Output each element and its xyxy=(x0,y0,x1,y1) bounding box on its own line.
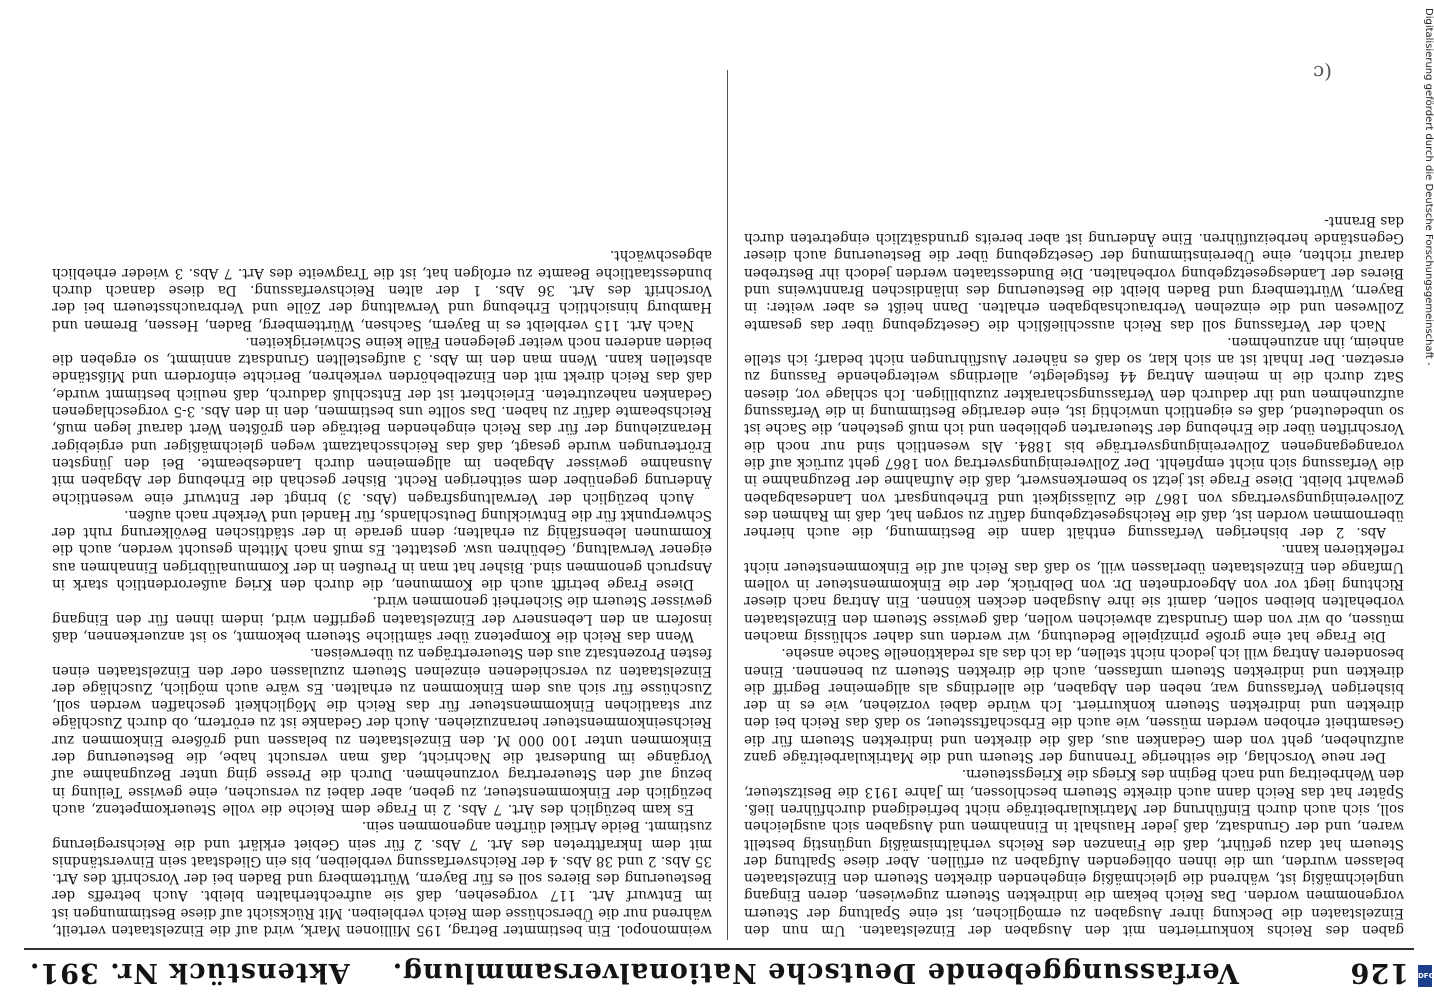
paragraph: weinmonopol. Ein bestimmter Betrag, 195 Millionen Mark, wird auf die Einzelstaaten verteilt, während nur die Überschüsse dem Reich verbleiben. Mit Rücksicht auf diese Bestimmungen ist im Entwurf Art. 117 vorgesehen, daß sie aufrechterhalten bleibt. Auch betreffs der Besteuerung des Bieres soll es für Bayern, Württemberg und Baden bei der Vorschrift des Art. 35 Abs. 2 und 38 Abs. 4 der Reichsverfassung verbleiben, bis ein Gliedstaat sein Einverständnis mit dem Inkrafttreten des Art. 7 Abs. 2 für sein Gebiet erklärt und die Reichsregierung zustimmt. Beide Artikel dürften angenommen sein. xyxy=(52,818,712,938)
paragraph: Der neue Vorschlag, die seitherige Trennung der Steuern und die Matrikularbeiträge ganz aufzuheben, geht von dem Gedanken aus, daß die direkten und indirekten Steuern für die Gesamtheit erhoben werden müssen, wie auch die Erbschaftssteuer, so daß das Reich bei den direkten und indirekten Steuern konkurriert. Ich würde dabei vorziehen, wie es in der bisherigen Verfassung war, neben den Abgaben, die allerdings als allgemeiner Begriff die direkten und indirekten Steuern umfassen, auch die direkten Steuern zu benennen. Einen besonderen Antrag will ich jedoch nicht stellen, da ich das als redaktionelle Sache ansehe. xyxy=(744,645,1404,766)
handwritten-margin-note: (c xyxy=(1312,61,1332,85)
column-divider xyxy=(727,70,728,940)
page-header xyxy=(29,954,1409,988)
paragraph: Diese Frage betrifft auch die Kommunen, die durch den Krieg außerordentlich stark in Anspruch genommen sind. Bisher hat man in Preußen in der Kommunalübrigen Einnahmen aus eigener Verwaltung, Gebühren usw. gestattet. Es muß nach Mitteln gesucht werden, auch die Kommunen lebensfähig zu erhalten; denn gerade in der städtischen Bevölkerung ruht der Schwerpunkt für die Entwicklung Deutschlands, für Handel und Verkehr nach außen. xyxy=(52,506,712,593)
paragraph: Abs. 2 der bisherigen Verfassung enthält dann die Bestimmung, die auch hierher übernommen worden ist, daß die Reichsgesetzgebung dafür zu sorgen hat, daß im Rahmen des Zollvereinigungsvertrags von 1867 die Zulässigkeit und Erhebungsart von Landesabgaben gewahrt bleibt. Diese Frage ist jetzt so bemerkenswert, daß die Aufnahme der Bezugnahme in die Verfassung sich nicht empfiehlt. Der Zollvereinigungsvertrag von 1867 geht zurück auf die vorangegangenen Zollvereinigungsverträge bis 1884. Als wesentlich sind nur noch die Vorschriften über die Erhebung der Steuerarten geblieben und ich muß gestehen, die Sache ist so unbedeutend, daß es eigentlich unwichtig ist, eine derartige Bestimmung in die Verfassung aufzunehmen und ihr dadurch den Verfassungscharakter zuzubilligen. Ich schlage vor, diesen Satz durch die in meinem Antrag 44 festgelegte, allerdings weitergehende Fassung zu ersetzen. Der Inhalt ist an sich klar, so daß es näherer Ausführungen nicht bedarf; ich stelle anheim, ihn anzunehmen. xyxy=(744,333,1404,541)
page-number: 126 xyxy=(1349,957,1409,988)
paragraph: Nach der Verfassung soll das Reich ausschließlich die Gesetzgebung über das gesamte Zollwesen und die einzelnen Verbrauchsabgaben erhalten. Dann heißt es aber weiter: in Bayern, Württemberg und Baden bleibt die Besteuerung des inländischen Branntweins und Bieres der Landesgesetzgebung vorbehalten. Die Bundesstaaten werden jedoch ihr Bestreben darauf richten, eine Übereinstimmung der Gesetzgebung über die Besteuerung auch dieser Gegenstände herbeizuführen. Eine Änderung ist aber bereits grundsätzlich eingetreten durch das Brannt- xyxy=(744,212,1404,333)
left-column xyxy=(744,212,1404,938)
dfg-logo: DFG xyxy=(1418,965,1432,987)
digitization-credit xyxy=(1420,0,1434,1000)
header-rule xyxy=(24,948,1414,950)
paragraph: Auch bezüglich der Verwaltungsfragen (Abs. 3) bringt der Entwurf eine wesentliche Änderung gegenüber dem seitherigen Recht. Bisher geschah die Erhebung der Abgaben mit Ausnahme gewisser Abgaben im allgemeinen durch Landesbeamte. Bei den jüngsten Erörterungen wurde gesagt, daß das Reichsschatzamt wegen gleichmäßiger und ergiebiger Heranziehung der für das Reich eingehenden Beiträge den größten Wert darauf legen muß, Reichsbeamte dafür zu haben. Das sollte uns bestimmen, den in den Abs. 3-5 vorgeschlagenen Gedanken nahezutreten. Erleichtert ist der Entschluß dadurch, daß neulich bestimmt wurde, daß das Reich direkt mit den Einzelbehörden verkehren, Berichte einfordern und Mißstände abstellen kann. Wenn man den im Abs. 3 aufgestellten Grundsatz annimmt, so ergeben die beiden anderen noch weiter gelegenen Fälle keine Schwierigkeiten. xyxy=(52,333,712,506)
paragraph: Nach Art. 115 verbleibt es in Bayern, Sachsen, Württemberg, Baden, Hessen, Bremen und Hamburg hinsichtlich Erhebung und Verwaltung der Zölle und Verbrauchssteuern bei der Vorschrift des Art. 36 Abs. 1 der alten Reichsverfassung. Da diese danach durch bundesstaatliche Beamte zu erfolgen hat, ist die Tragweite des Art. 7 Abs. 3 wieder erheblich abgeschwächt. xyxy=(52,247,712,333)
paragraph: Die Frage hat eine große prinzipielle Bedeutung, wir werden uns daher schlüssig machen müssen, ob wir von dem Grundsatz abweichen wollen, daß gewisse Steuern den Einzelstaaten vorbehalten bleiben sollen, damit sie ihre Ausgaben decken können. Ein Antrag nach dieser Richtung liegt vor von Abgeordneten Dr. von Delbrück, der die Einkommensteuer in vollem Umfange den Einzelstaaten überlassen will, so daß das Reich auf die Einkommensteuer nicht reflektieren kann. xyxy=(744,541,1404,644)
page-title: Verfassunggebende Deutsche Nationalversammlung. xyxy=(391,957,1239,988)
document-number: Aktenstück Nr. 391. xyxy=(29,957,350,988)
paragraph: Wenn das Reich die Kompetenz über sämtliche Steuern bekommt, so ist anzuerkennen, daß insofern an den Lebensnerv der Einzelstaaten gegriffen wird, indem ihnen für den Eingang gewisser Steuern die Sicherheit genommen wird. xyxy=(52,593,712,644)
paragraph: gaben des Reichs konkurrierten mit den Ausgaben der Einzelstaaten. Um nun den Einzelstaaten die Deckung ihrer Ausgaben zu ermöglichen, ist eine Spaltung der Steuern vorgenommen worden. Das Reich bekam die indirekten Steuern zugewiesen, deren Eingang ungleichmäßig ist, während die gleichmäßig eingehenden direkten Steuern den Einzelstaaten belassen wurden, um die ihnen obliegenden Aufgaben zu erfüllen. Aber diese Spaltung der Steuern hat dazu geführt, daß die Finanzen des Reichs verhältnismäßig ungünstig bestellt waren, und der Grundsatz, daß jeder Haushalt in Einnahmen und Ausgaben sich ausgleichen soll, sich auch durch Einführung der Matrikularbeiträge nicht befriedigend durchführen ließ. Später hat das Reich dann auch direkte Steuern beschlossen, im Jahre 1913 die Besitzsteuer, den Wehrbeitrag und nach Beginn des Kriegs die Kriegssteuern. xyxy=(744,766,1404,938)
credit-text: Digitalisierung gefördert durch die Deutsche Forschungsgemeinschaft - xyxy=(1423,8,1434,366)
paragraph: Es kam bezüglich des Art. 7 Abs. 2 in Frage dem Reiche die volle Steuerkompetenz, auch bezüglich der Einkommensteuer, zu geben, aber dabei zu versuchen, eine gewisse Teilung in bezug auf den Steuerertrag vorzunehmen. Durch die Presse ging unter Bezugnahme auf Vorgänge im Bundesrat die Nachricht, daß man versucht habe, die Besteuerung der Einkommen unter 100 000 M. den Einzelstaaten zu belassen und größere Einkommen zur Reichseinkommensteuer heranzuziehen. Auch der Gedanke ist zu erörtern, ob durch Zuschläge zur staatlichen Einkommensteuer für das Reich die Möglichkeit geschaffen werden soll, Zuschüsse für sich aus dem Einkommen zu erhalten. Es wäre auch möglich, Zuschläge der Einzelstaaten zu verschiedenen einzelnen Steuern zuzulassen oder den Einzelstaaten einen festen Prozentsatz aus den Steuererträgen zu überweisen. xyxy=(52,645,712,817)
right-column xyxy=(52,246,712,938)
